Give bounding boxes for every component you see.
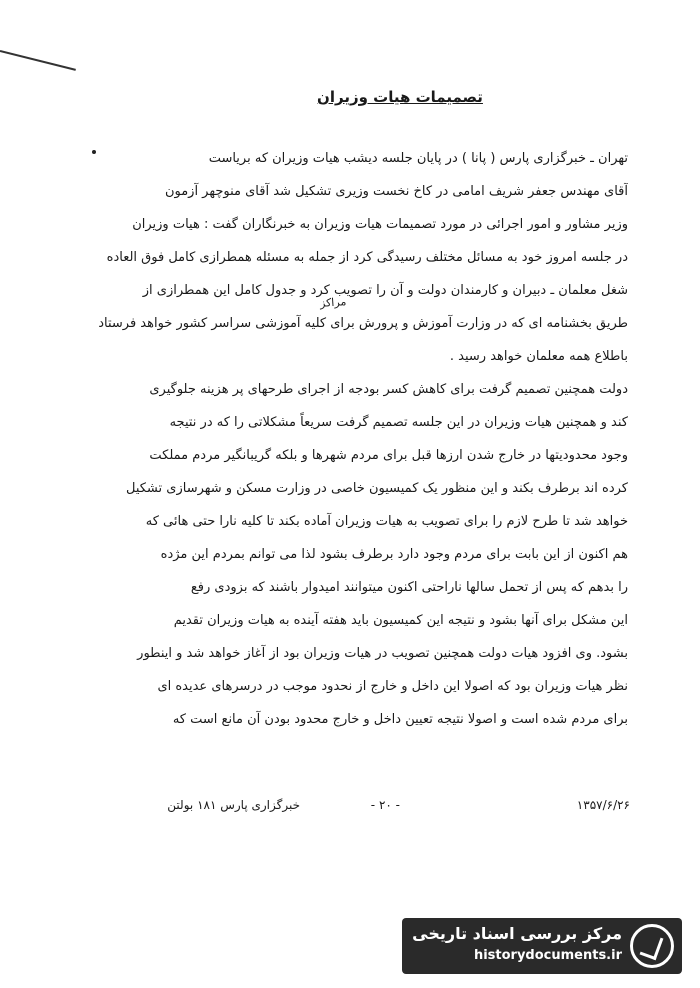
text-line: خواهد شد تا طرح لازم را برای تصویب به هیات وزیران آماده بکند تا کلیه نارا حتی هائی که — [145, 514, 628, 529]
handwritten-annotation: مراکز — [319, 295, 347, 310]
text-line: را بدهم که پس از تحمل سالها ناراحتی اکنون میتوانند امیدوار باشند که بزودی رفع — [190, 580, 628, 595]
text-line: هم اکنون از این بابت برای مردم وجود دارد برطرف بشود لذا می توانم بمردم این مژده — [160, 547, 628, 562]
watermark — [402, 918, 682, 974]
corner-mark — [0, 50, 76, 71]
text-line: وزیر مشاور و امور اجرائی در مورد تصمیمات هیات وزیران به خبرنگاران گفت : هیات وزیران — [132, 217, 628, 232]
archive-logo-icon — [630, 924, 674, 968]
text-line: تهران ـ خبرگزاری پارس ( پانا ) در پایان جلسه دیشب هیات وزیران که بریاست — [208, 151, 628, 166]
text-line: کند و همچنین هیات وزیران در این جلسه تصمیم گرفت سریعاً مشکلاتی را که در نتیجه — [169, 415, 628, 430]
watermark-url: historydocuments.ir — [473, 948, 622, 963]
watermark-title: مرکز بررسی اسناد تاریخی — [412, 924, 622, 943]
text-line: آقای مهندس جعفر شریف امامی در کاخ نخست وزیری تشکیل شد آقای منوچهر آزمون — [164, 184, 628, 199]
document-body — [80, 142, 628, 736]
page-number: - ۲۰ - — [370, 798, 400, 812]
document-title: تصمیمات هیات وزیران — [317, 88, 483, 106]
text-line: باطلاع همه معلمان خواهد رسید . — [449, 349, 628, 364]
text-line: این مشکل برای آنها بشود و نتیجه این کمیسیون باید هفته آینده به هیات وزیران تقدیم — [173, 613, 628, 628]
text-line: طریق بخشنامه ای که در وزارت آموزش و پرورش برای کلیه آموزشی سراسر کشور خواهد فرستاد — [98, 316, 628, 331]
text-line: بشود. وی افزود هیات دولت همچنین تصویب در هیات وزیران بود از آغاز خواهد شد و اینطور — [137, 646, 628, 661]
text-line: کرده اند برطرف بکند و این منظور یک کمیسیون خاصی در وزارت مسکن و شهرسازی تشکیل — [125, 481, 628, 496]
footer-date: ۱۳۵۷/۶/۲۶ — [576, 798, 630, 812]
text-line: دولت همچنین تصمیم گرفت برای کاهش کسر بودجه از اجرای طرحهای پر هزینه جلوگیری — [149, 382, 628, 397]
footer-source: خبرگزاری پارس ۱۸۱ بولتن — [167, 798, 300, 812]
text-line: برای مردم شده است و اصولا نتیجه تعیین داخل و خارج محدود بودن آن مانع است که — [172, 712, 628, 727]
text-line: در جلسه امروز خود به مسائل مختلف رسیدگی کرد از جمله به مسئله همطرازی کامل فوق العاده — [106, 250, 628, 265]
text-line: شغل معلمان ـ دبیران و کارمندان دولت و آن را تصویب کرد و جدول کامل این همطرازی از — [142, 283, 628, 298]
text-line: وجود محدودیتها در خارج شدن ارزها قبل برای مردم شهرها و بلکه گریبانگیر مردم مملکت — [149, 448, 628, 463]
text-line: نظر هیات وزیران بود که اصولا این داخل و خارج از نحدود موجب در درسرهای عدیده ای — [157, 679, 628, 694]
